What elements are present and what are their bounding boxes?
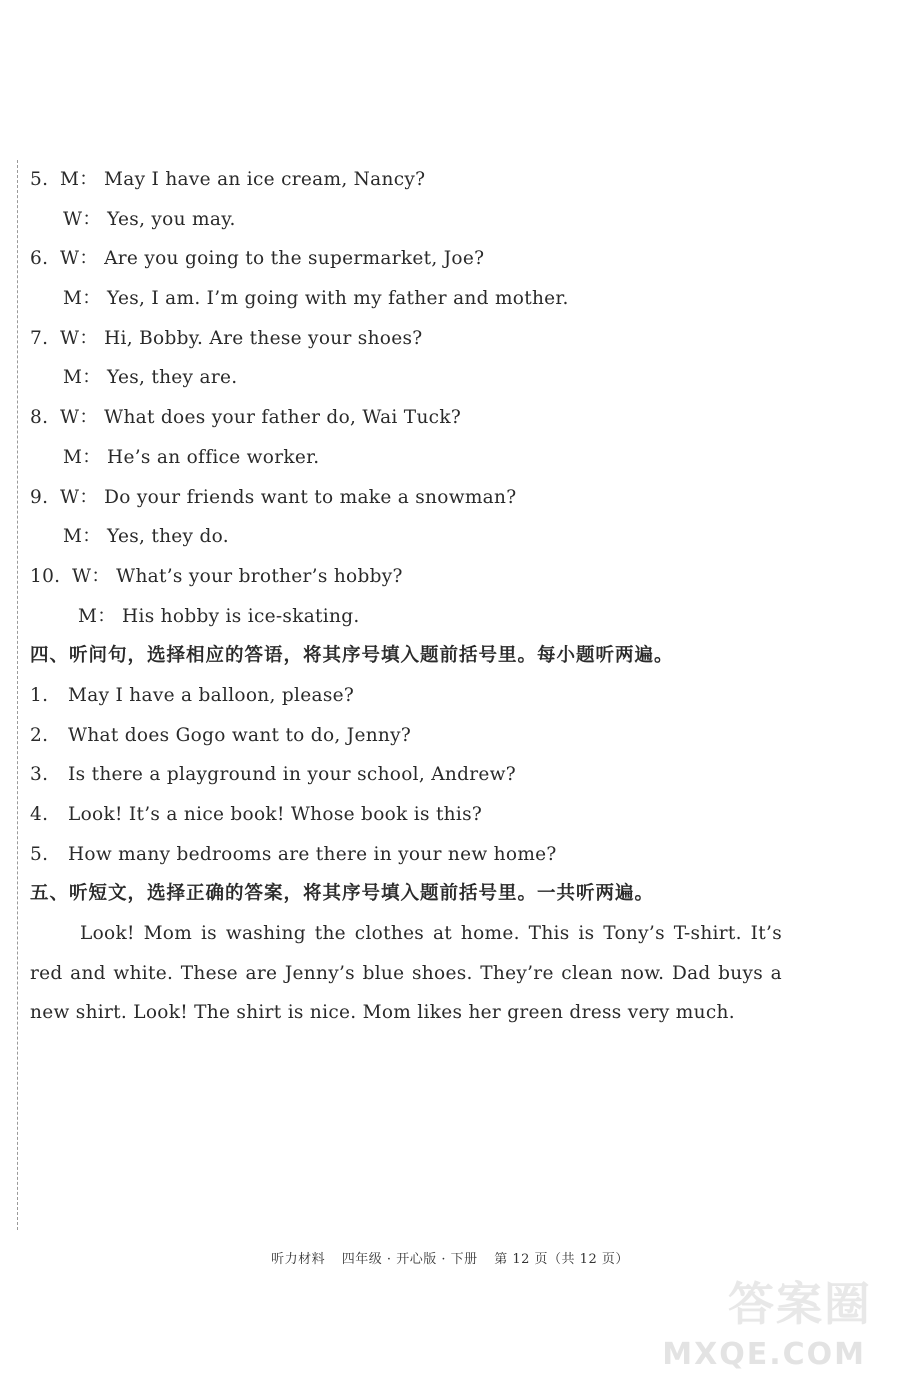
section4-heading: 四、听问句，选择相应的答语，将其序号填入题前括号里。每小题听两遍。 <box>30 645 674 667</box>
question-line <box>30 716 830 756</box>
speaker: W： <box>60 248 99 270</box>
dialogue-text: What does your father do, Wai Tuck? <box>104 407 462 429</box>
dialogue-line <box>30 239 830 279</box>
footer-material: 听力材料 <box>271 1252 326 1267</box>
speaker: W： <box>60 486 99 508</box>
question-text: May I have a balloon, please? <box>68 684 355 706</box>
speaker: M： <box>60 169 99 190</box>
watermark <box>662 1277 888 1382</box>
binding-dashed-line <box>17 160 18 1230</box>
question-text: How many bedrooms are there in your new home? <box>68 843 557 865</box>
question-line <box>30 795 830 835</box>
watermark-site: MXQE.COM <box>662 1337 866 1372</box>
dialogue-text: Yes, you may. <box>107 208 236 230</box>
page-footer <box>0 1248 900 1267</box>
question-text: Look! It’s a nice book! Whose book is this? <box>68 804 483 825</box>
question-number: 8. <box>30 407 49 429</box>
question-number: 10. <box>30 565 61 587</box>
dialogue-text: Are you going to the supermarket, Joe? <box>104 248 485 270</box>
dialogue-text: Yes, I am. I’m going with my father and mother. <box>107 288 569 310</box>
question-text: Is there a playground in your school, Andrew? <box>68 764 517 786</box>
speaker: M： <box>78 605 117 627</box>
speaker: W： <box>72 565 111 587</box>
page-content <box>30 160 830 1033</box>
dialogue-line <box>30 160 830 200</box>
question-number: 1. <box>30 684 49 706</box>
listening-passage: Look! Mom is washing the clothes at home. This is Tony’s T-shirt. It’s red and white. These are Jenny’s blue shoes. They’re clean now. Dad buys a new shirt. Look! The shirt is nice. Mom likes her green dress very much. <box>30 923 782 1024</box>
dialogue-text: Yes, they do. <box>107 526 229 548</box>
question-line <box>30 835 830 875</box>
section5-heading: 五、听短文，选择正确的答案，将其序号填入题前括号里。一共听两遍。 <box>30 883 655 905</box>
question-line <box>30 755 830 795</box>
speaker: M： <box>63 526 102 548</box>
question-number: 3. <box>30 764 49 786</box>
question-number: 5. <box>30 169 49 190</box>
question-number: 6. <box>30 248 49 270</box>
question-text: What does Gogo want to do, Jenny? <box>68 724 412 746</box>
footer-grade: 四年级 · 开心版 · 下册 <box>341 1252 478 1267</box>
dialogue-line <box>30 319 830 359</box>
watermark-logo: 答案圈 <box>728 1277 872 1331</box>
dialogue-text: Yes, they are. <box>107 367 238 389</box>
question-number: 4. <box>30 804 49 825</box>
dialogue-line <box>30 597 830 637</box>
dialogue-line <box>30 517 830 557</box>
question-number: 5. <box>30 843 49 865</box>
dialogue-text: His hobby is ice-skating. <box>122 605 360 627</box>
speaker: M： <box>63 446 102 468</box>
footer-page: 第 12 页（共 12 页） <box>494 1252 629 1267</box>
dialogue-line <box>30 478 830 518</box>
dialogue-text: Hi, Bobby. Are these your shoes? <box>104 327 423 349</box>
dialogue-text: He’s an office worker. <box>107 446 320 468</box>
dialogue-line <box>30 438 830 478</box>
speaker: M： <box>63 367 102 389</box>
speaker: W： <box>60 407 99 429</box>
question-line <box>30 676 830 716</box>
dialogue-line <box>30 358 830 398</box>
dialogue-line <box>30 398 830 438</box>
question-number: 9. <box>30 486 49 508</box>
dialogue-line <box>30 279 830 319</box>
question-number: 7. <box>30 327 49 349</box>
dialogue-text: Do your friends want to make a snowman? <box>104 486 517 508</box>
dialogue-text: What’s your brother’s hobby? <box>116 565 403 587</box>
dialogue-line <box>30 557 830 597</box>
speaker: M： <box>63 288 102 310</box>
dialogue-line <box>30 200 830 240</box>
speaker: W： <box>63 208 102 230</box>
question-number: 2. <box>30 724 49 746</box>
dialogue-text: May I have an ice cream, Nancy? <box>104 169 426 190</box>
speaker: W： <box>60 327 99 349</box>
